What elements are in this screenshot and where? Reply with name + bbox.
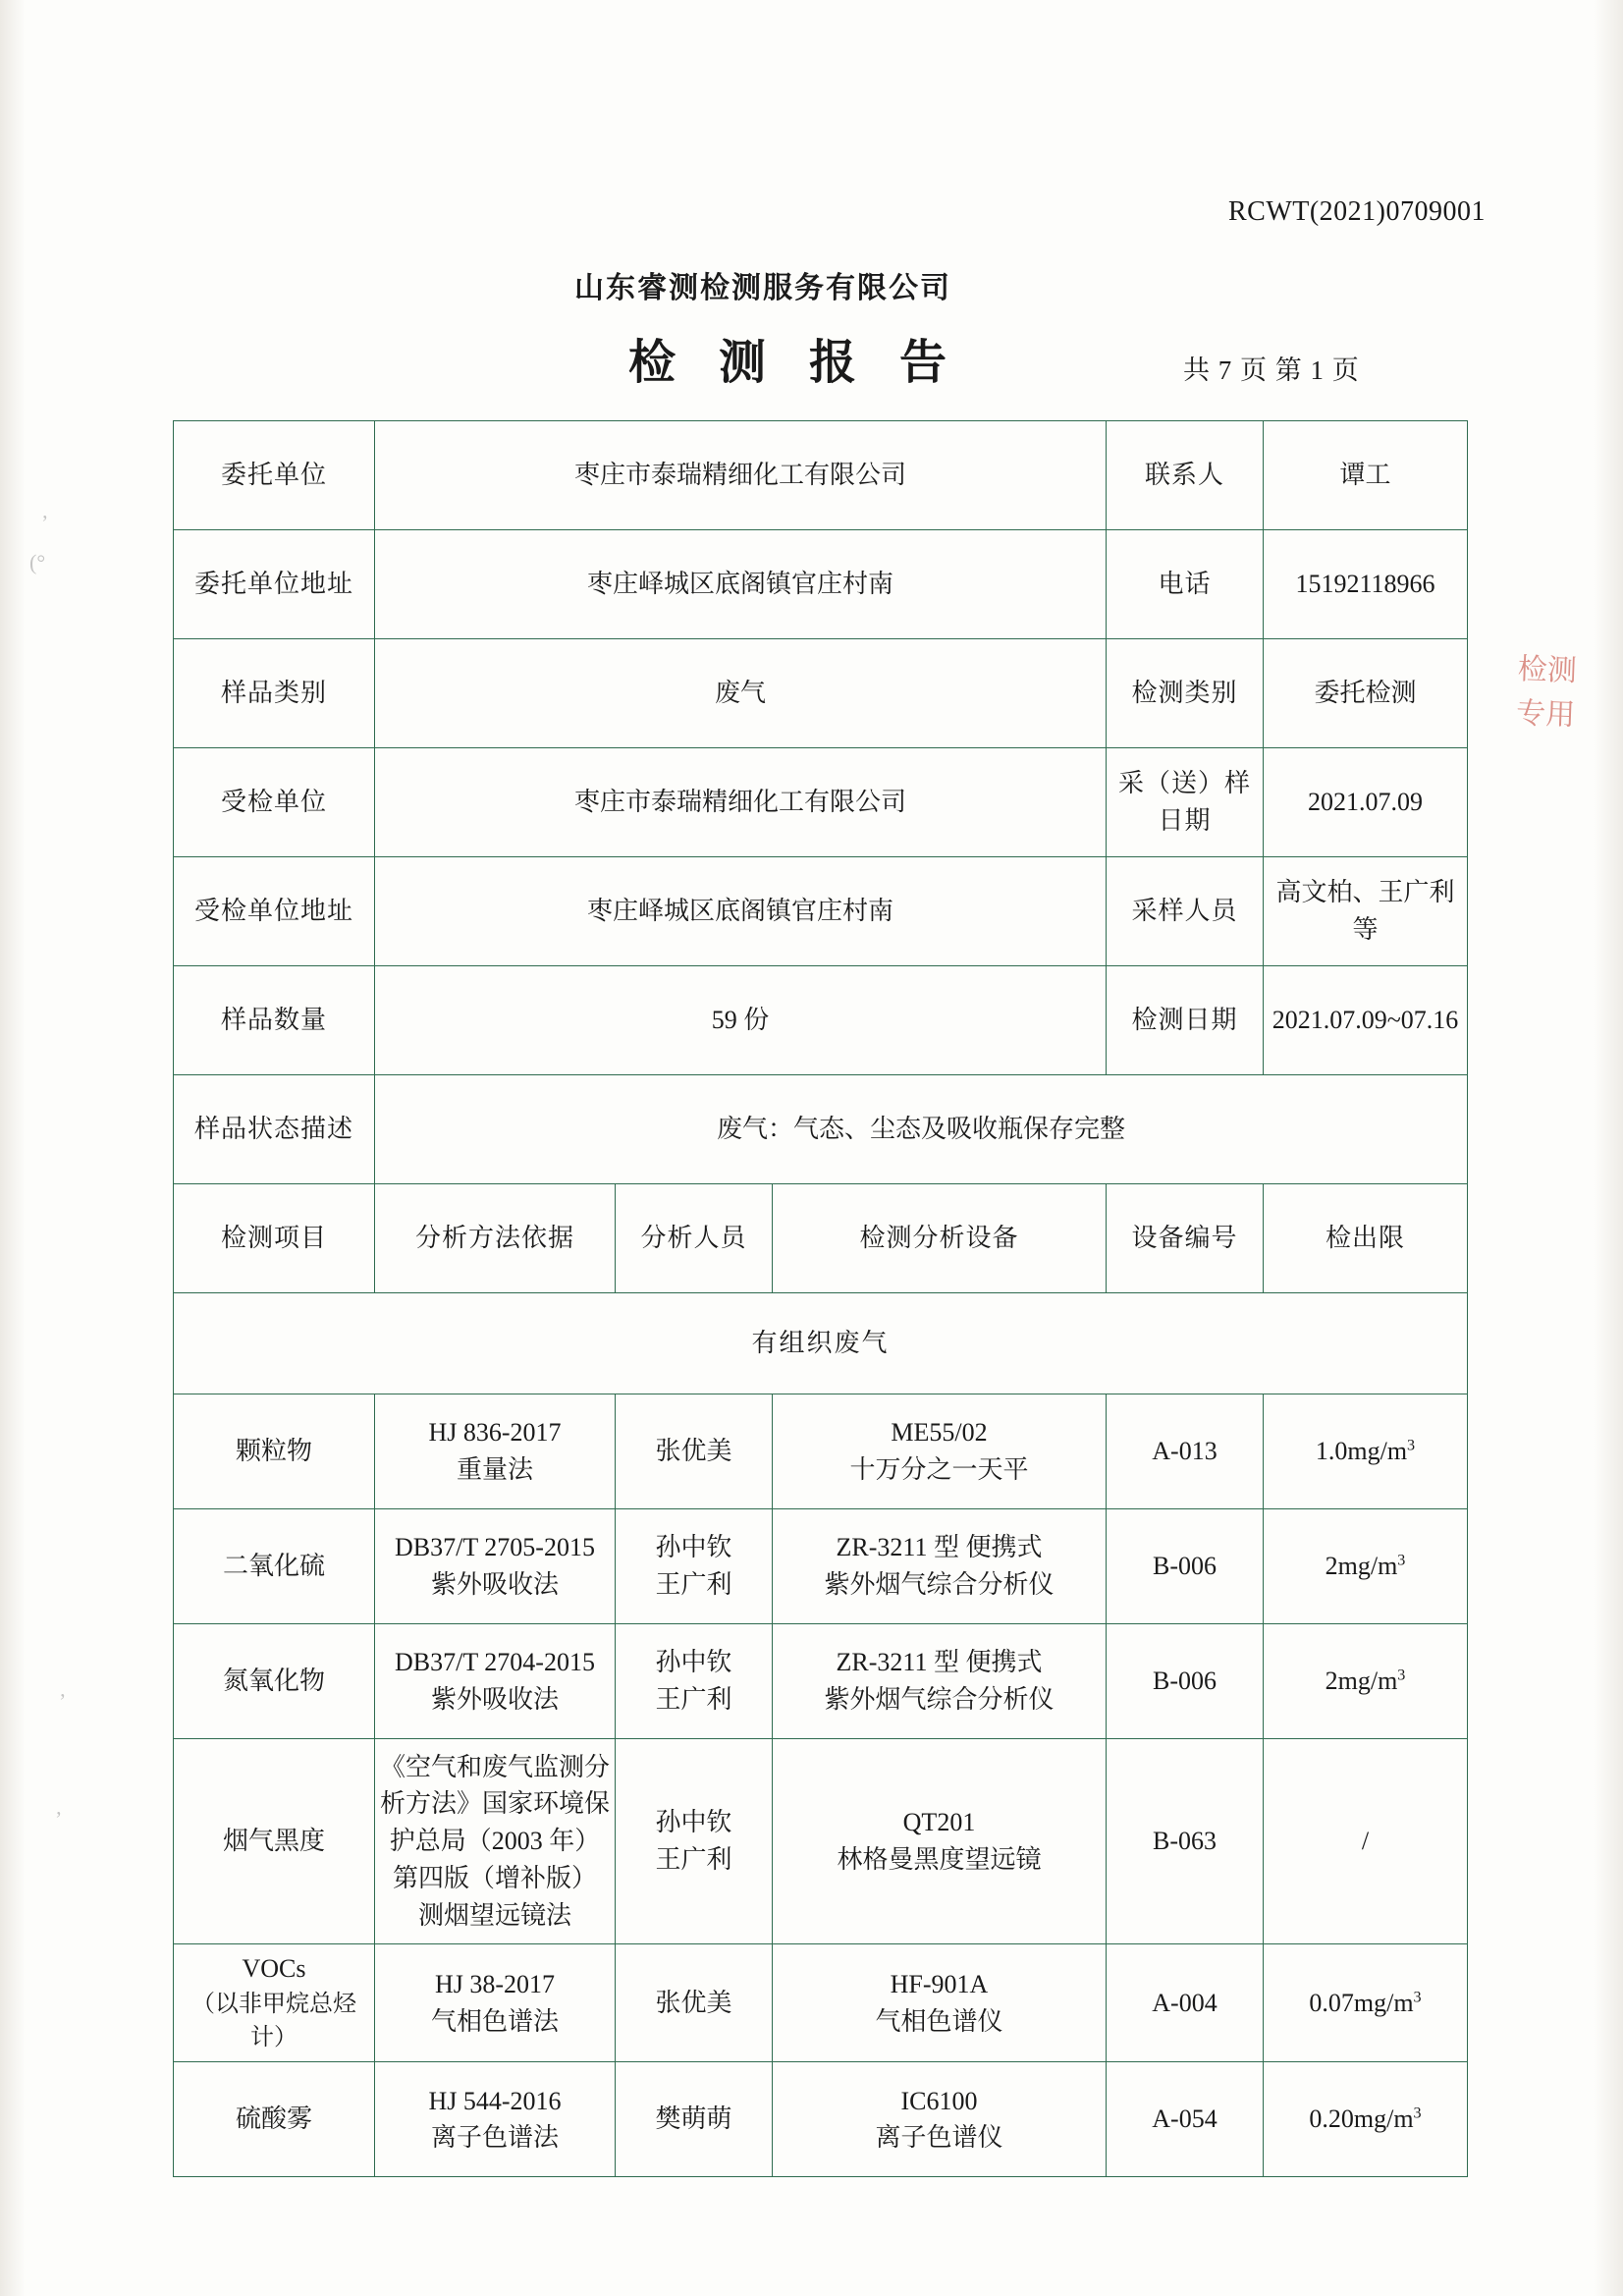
row-method-line: 测烟望远镜法 — [417, 1900, 571, 1930]
row-item: 颗粒物 — [174, 1394, 375, 1509]
info-value: 委托检测 — [1264, 639, 1468, 748]
section-title: 有组织废气 — [174, 1293, 1468, 1394]
info-value: 2021.07.09~07.16 — [1264, 966, 1468, 1075]
table-row — [174, 639, 1468, 748]
info-value: 15192118966 — [1264, 530, 1468, 639]
row-device-line: 紫外烟气综合分析仪 — [824, 1570, 1055, 1599]
scan-artifact-mark: ʼ — [41, 511, 49, 535]
sample-state-value: 废气：气态、尘态及吸收瓶保存完整 — [375, 1075, 1468, 1184]
info-label: 委托单位地址 — [174, 530, 375, 639]
info-label: 电话 — [1107, 530, 1264, 639]
row-device-line: 离子色谱仪 — [875, 2123, 1003, 2153]
row-device-no: A-013 — [1107, 1394, 1264, 1509]
row-device-no: B-006 — [1107, 1624, 1264, 1739]
header-item: 检测项目 — [174, 1184, 375, 1293]
row-device-no: A-054 — [1107, 2062, 1264, 2177]
row-analyst-line: 王广利 — [655, 1685, 732, 1714]
row-detect-limit — [1264, 1944, 1468, 2062]
row-method-line: 析方法》国家环境保 — [379, 1789, 610, 1819]
row-device-line: QT201 — [902, 1808, 976, 1837]
row-method-line: DB37/T 2705-2015 — [395, 1533, 595, 1562]
info-label: 受检单位 — [174, 748, 375, 857]
row-detect-limit — [1264, 2062, 1468, 2177]
row-device-line: ZR-3211 型 便携式 — [836, 1648, 1043, 1677]
table-row-sample-state — [174, 1075, 1468, 1184]
info-label: 样品类别 — [174, 639, 375, 748]
report-table — [173, 420, 1468, 2177]
row-item: 硫酸雾 — [174, 2062, 375, 2177]
header-device: 检测分析设备 — [773, 1184, 1107, 1293]
row-item: 烟气黑度 — [174, 1739, 375, 1944]
row-method — [375, 1739, 616, 1944]
row-detect-limit-value: 2mg/m — [1325, 1667, 1398, 1696]
row-device-no: A-004 — [1107, 1944, 1264, 2062]
page-count: 共 7 页 第 1 页 — [1183, 355, 1360, 385]
sample-state-label: 样品状态描述 — [174, 1075, 375, 1184]
info-label: 委托单位 — [174, 421, 375, 530]
row-analyst-line: 王广利 — [655, 1570, 732, 1599]
row-detect-limit-exp: 3 — [1397, 1552, 1406, 1569]
table-row — [174, 2062, 1468, 2177]
info-value: 59 份 — [375, 966, 1107, 1075]
row-method-line: HJ 544-2016 — [428, 2086, 562, 2115]
row-detect-limit-exp: 3 — [1407, 1437, 1416, 1454]
row-device — [773, 1394, 1107, 1509]
table-row — [174, 857, 1468, 966]
info-value: 枣庄市泰瑞精细化工有限公司 — [375, 421, 1107, 530]
section-title-row — [174, 1293, 1468, 1394]
row-method-line: 重量法 — [456, 1455, 533, 1484]
row-device-no: B-063 — [1107, 1739, 1264, 1944]
row-device-no: B-006 — [1107, 1509, 1264, 1624]
table-row — [174, 530, 1468, 639]
scan-artifact-mark: (° — [29, 550, 46, 574]
row-device-line: 林格曼黑度望远镜 — [837, 1845, 1042, 1874]
table-row — [174, 1739, 1468, 1944]
scan-edge-right — [1594, 0, 1623, 2296]
table-row — [174, 1624, 1468, 1739]
document-code: RCWT(2021)0709001 — [1227, 196, 1486, 227]
info-value: 枣庄峄城区底阁镇官庄村南 — [375, 857, 1107, 966]
company-name: 山东睿测检测服务有限公司 — [574, 272, 951, 304]
row-analyst-line: 孙中钦 — [655, 1533, 732, 1562]
info-label: 样品数量 — [174, 966, 375, 1075]
row-analyst-line: 王广利 — [655, 1845, 732, 1874]
row-device-line: HF-901A — [890, 1969, 989, 1998]
row-method — [375, 1624, 616, 1739]
scan-edge-left — [0, 0, 26, 2296]
row-analyst — [616, 1944, 773, 2062]
header-device-no: 设备编号 — [1107, 1184, 1264, 1293]
row-detect-limit-value: 0.20mg/m — [1309, 2105, 1414, 2134]
row-method — [375, 1394, 616, 1509]
row-device-line: ME55/02 — [891, 1418, 988, 1448]
info-value: 废气 — [375, 639, 1107, 748]
row-device-line: 十万分之一天平 — [849, 1455, 1029, 1484]
row-detect-limit-exp: 3 — [1397, 1667, 1406, 1684]
row-detect-limit — [1264, 1624, 1468, 1739]
info-label: 采样人员 — [1107, 857, 1264, 966]
table-row — [174, 748, 1468, 857]
row-device — [773, 2062, 1107, 2177]
scan-artifact-mark: ʼ — [59, 1689, 67, 1714]
info-label: 检测日期 — [1107, 966, 1264, 1075]
row-detect-limit-exp: 3 — [1413, 1989, 1422, 2006]
row-method-line: DB37/T 2704-2015 — [395, 1648, 595, 1677]
row-analyst-line: 孙中钦 — [655, 1808, 732, 1837]
info-value: 枣庄市泰瑞精细化工有限公司 — [375, 748, 1107, 857]
row-method-line: HJ 38-2017 — [434, 1969, 556, 1998]
header-detect-limit: 检出限 — [1264, 1184, 1468, 1293]
scan-artifact-mark: ʼ — [55, 1807, 63, 1831]
table-row — [174, 421, 1468, 530]
row-method-line: 《空气和废气监测分 — [379, 1752, 610, 1781]
row-device-line: 气相色谱仪 — [875, 2006, 1003, 2036]
row-analyst — [616, 1739, 773, 1944]
info-value: 枣庄峄城区底阁镇官庄村南 — [375, 530, 1107, 639]
row-device — [773, 1944, 1107, 2062]
row-method — [375, 1509, 616, 1624]
table-row — [174, 1394, 1468, 1509]
info-label: 受检单位地址 — [174, 857, 375, 966]
row-detect-limit — [1264, 1394, 1468, 1509]
row-analyst — [616, 1624, 773, 1739]
row-method-line: 气相色谱法 — [430, 2006, 559, 2036]
row-detect-limit-exp: 3 — [1413, 2105, 1422, 2122]
row-analyst-line: 张优美 — [655, 1988, 732, 2017]
row-analyst — [616, 1509, 773, 1624]
row-detect-limit-value: 2mg/m — [1325, 1552, 1398, 1581]
method-table-header-row — [174, 1184, 1468, 1293]
row-detect-limit — [1264, 1509, 1468, 1624]
row-device-line: ZR-3211 型 便携式 — [836, 1533, 1043, 1562]
info-value: 谭工 — [1264, 421, 1468, 530]
table-row — [174, 966, 1468, 1075]
row-item: 二氧化硫 — [174, 1509, 375, 1624]
row-method — [375, 2062, 616, 2177]
row-method — [375, 1944, 616, 2062]
red-stamp-text: 检测专用 — [1515, 652, 1578, 733]
row-device-line: 紫外烟气综合分析仪 — [824, 1685, 1055, 1714]
row-analyst-line: 张优美 — [655, 1437, 732, 1466]
row-method-line: HJ 836-2017 — [428, 1418, 562, 1448]
row-detect-limit-value: 0.07mg/m — [1309, 1988, 1414, 2017]
row-method-line: 离子色谱法 — [430, 2123, 559, 2153]
row-item-line: （以非甲烷总烃计） — [191, 1991, 356, 2051]
row-device-line: IC6100 — [900, 2086, 978, 2115]
info-value: 高文柏、王广利等 — [1264, 857, 1468, 966]
row-method-line: 紫外吸收法 — [430, 1685, 559, 1714]
row-detect-limit: / — [1264, 1739, 1468, 1944]
row-method-line: 紫外吸收法 — [430, 1570, 559, 1599]
info-label: 联系人 — [1107, 421, 1264, 530]
info-label: 采（送）样日期 — [1107, 748, 1264, 857]
row-device — [773, 1509, 1107, 1624]
row-analyst-line: 孙中钦 — [655, 1648, 732, 1677]
info-label: 检测类别 — [1107, 639, 1264, 748]
row-item-line: VOCs — [242, 1954, 306, 1983]
table-row — [174, 1944, 1468, 2062]
header-method: 分析方法依据 — [375, 1184, 616, 1293]
row-analyst — [616, 2062, 773, 2177]
row-analyst — [616, 1394, 773, 1509]
row-detect-limit-value: 1.0mg/m — [1315, 1437, 1408, 1466]
row-device — [773, 1624, 1107, 1739]
info-value: 2021.07.09 — [1264, 748, 1468, 857]
row-device — [773, 1739, 1107, 1944]
page-title: 检 测 报 告 — [628, 337, 963, 389]
row-item — [174, 1944, 375, 2062]
header-analyst: 分析人员 — [616, 1184, 773, 1293]
row-method-line: 护总局（2003 年） — [389, 1827, 601, 1856]
row-item: 氮氧化物 — [174, 1624, 375, 1739]
row-method-line: 第四版（增补版） — [392, 1863, 597, 1892]
row-analyst-line: 樊萌萌 — [655, 2105, 732, 2134]
table-row — [174, 1509, 1468, 1624]
